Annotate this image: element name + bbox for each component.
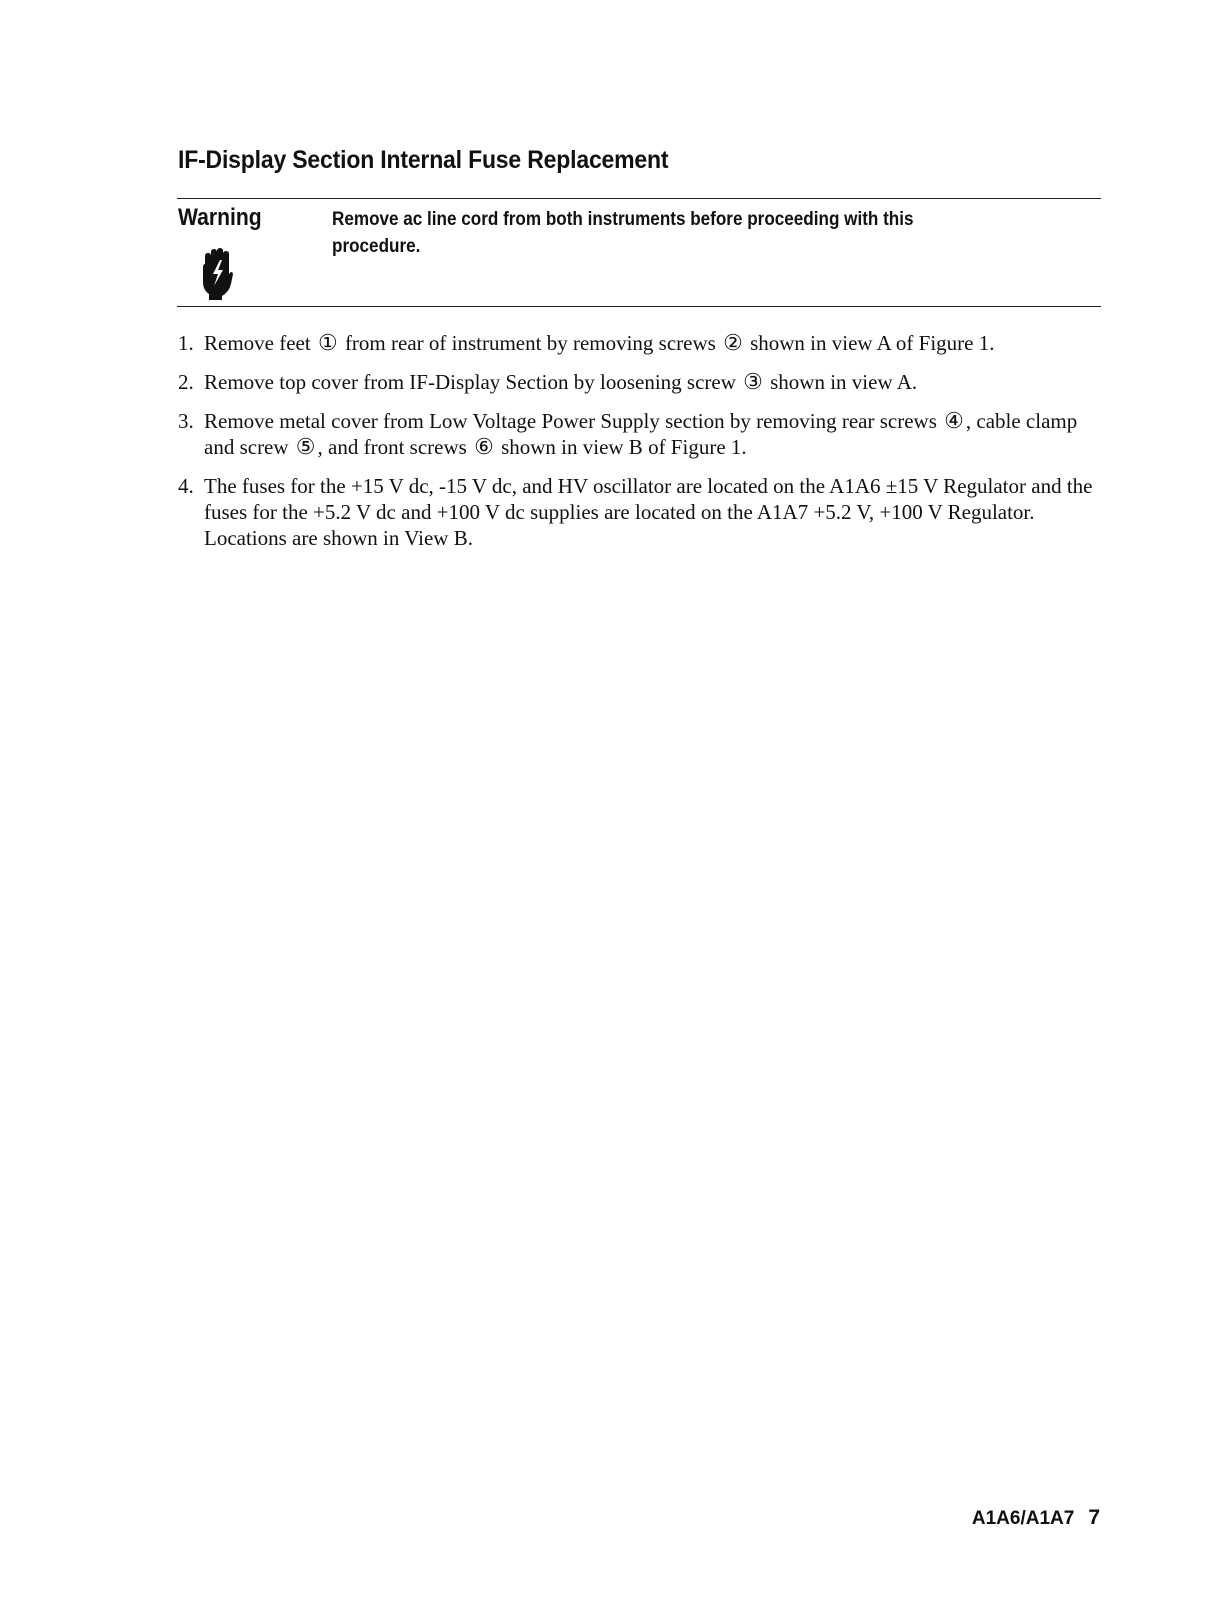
step-text-segment: Remove feet <box>204 331 316 355</box>
callout-number: ① <box>317 330 338 355</box>
step-text-segment: from rear of instrument by removing screws <box>339 331 722 355</box>
footer-section-label: A1A6/A1A7 <box>971 1508 1075 1529</box>
step-text-segment: shown in view B of Figure 1. <box>495 435 747 459</box>
warning-bottom-rule <box>177 306 1101 307</box>
warning-top-rule <box>177 198 1101 199</box>
step-text <box>204 408 1098 460</box>
step-text-segment: , and front screws <box>317 435 473 459</box>
procedure-step <box>178 473 1098 551</box>
callout-number: ② <box>723 330 743 355</box>
step-text-segment: Remove metal cover from Low Voltage Power Supply section by removing rear screws <box>204 409 943 433</box>
procedure-step <box>178 330 1098 356</box>
step-number: 3. <box>178 409 194 433</box>
procedure-step <box>178 408 1098 460</box>
callout-number: ④ <box>944 408 964 433</box>
step-text <box>204 330 1098 356</box>
procedure-steps <box>178 330 1098 564</box>
step-text-segment: Remove top cover from IF-Display Section by loosening screw <box>204 370 742 394</box>
warning-text: Remove ac line cord from both instruments before proceeding with this procedure. <box>332 209 914 257</box>
section-heading: IF-Display Section Internal Fuse Replacement <box>178 146 669 174</box>
step-number: 1. <box>178 331 194 355</box>
warning-label: Warning <box>178 204 262 231</box>
step-text-segment: shown in view A of Figure 1. <box>744 331 995 355</box>
step-text-segment: The fuses for the +15 V dc, -15 V dc, and HV oscillator are located on the A1A6 ±15 V Regulator and the fuses for the +5.2 V dc and +100 V dc supplies are located on the A1A7 +5.2 V, +100 V Regulator. Locations are shown in View B. <box>204 474 1093 550</box>
step-text-segment: shown in view A. <box>764 370 918 394</box>
step-text <box>204 369 1098 395</box>
procedure-step <box>178 369 1098 395</box>
callout-number: ③ <box>743 369 763 394</box>
page-footer <box>972 1506 1100 1530</box>
step-text <box>204 473 1098 551</box>
step-number: 4. <box>178 474 194 498</box>
step-number: 2. <box>178 370 194 394</box>
callout-number: ⑤ <box>295 434 316 459</box>
raised-hand-shock-icon <box>200 248 234 300</box>
callout-number: ⑥ <box>474 434 494 459</box>
page-number: 7 <box>1088 1506 1100 1529</box>
step-text-segment: , cable clamp and screw <box>204 409 1078 459</box>
